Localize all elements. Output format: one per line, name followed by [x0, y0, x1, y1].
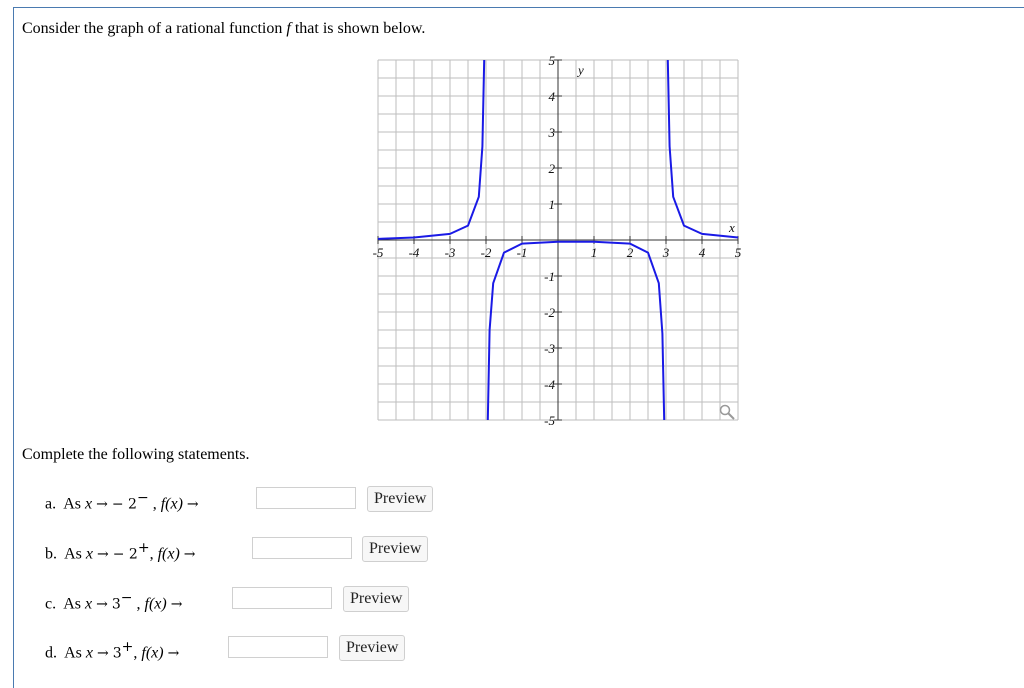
y-axis-label: y	[578, 62, 584, 78]
x-tick-label: -2	[480, 245, 492, 260]
question-a-text: a. As x → − 2− , f(x) →	[45, 490, 199, 513]
preview-button-a[interactable]: Preview	[367, 486, 433, 512]
y-tick-label: 2	[548, 161, 555, 176]
answer-input-d[interactable]	[228, 636, 328, 658]
answer-input-b[interactable]	[252, 537, 352, 559]
x-axis-label: x	[729, 220, 735, 235]
y-tick-label: 4	[548, 89, 555, 104]
instructions: Complete the following statements.	[22, 446, 250, 463]
x-tick-label: 3	[662, 245, 670, 260]
x-tick-label: -5	[372, 245, 384, 260]
preview-button-b[interactable]: Preview	[362, 536, 428, 562]
preview-button-c[interactable]: Preview	[343, 586, 409, 612]
y-tick-label: 1	[548, 197, 555, 212]
y-tick-label: -4	[544, 377, 555, 392]
x-tick-label: 2	[626, 245, 634, 260]
x-tick-label: 4	[698, 245, 706, 260]
y-tick-label: -5	[544, 413, 555, 425]
y-tick-label: -2	[544, 305, 555, 320]
preview-button-d[interactable]: Preview	[339, 635, 405, 661]
magnifier-icon[interactable]	[721, 406, 735, 420]
y-tick-label: 3	[548, 125, 555, 140]
question-c-text: c. As x → 3− , f(x) →	[45, 590, 183, 613]
x-tick-label: -1	[516, 245, 528, 260]
curve-branch-3	[668, 60, 738, 238]
question-d-text: d. As x → 3+, f(x) →	[45, 639, 180, 662]
y-tick-label: -1	[544, 269, 555, 284]
function-name: f	[286, 20, 291, 37]
y-tick-label: 5	[548, 55, 555, 68]
x-tick-label: -3	[444, 245, 456, 260]
prompt-text-before: Consider the graph of a rational function	[22, 20, 283, 37]
x-tick-label: 1	[590, 245, 598, 260]
answer-input-a[interactable]	[256, 487, 356, 509]
question-b-text: b. As x → − 2+, f(x) →	[45, 540, 196, 563]
y-tick-label: -3	[544, 341, 555, 356]
answer-input-c[interactable]	[232, 587, 332, 609]
prompt-text-after: that is shown below.	[294, 20, 426, 37]
x-tick-label: -4	[408, 245, 420, 260]
rational-function-graph	[372, 55, 744, 425]
problem-prompt	[22, 20, 425, 38]
x-tick-label: 5	[734, 245, 742, 260]
